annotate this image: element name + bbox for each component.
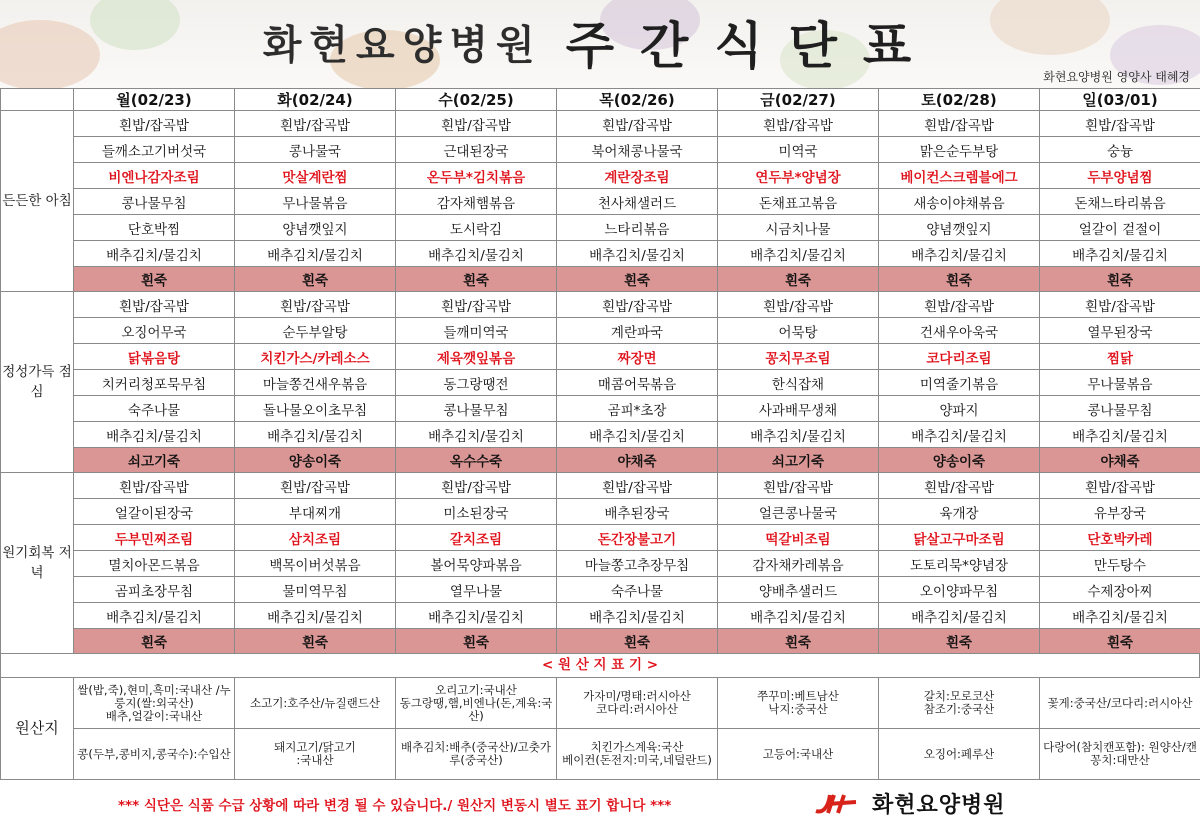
origin-cell: 오리고기:국내산 동그랑땡,햄,비엔나(돈,계육:국산) [396,678,557,729]
menu-row [1,422,1200,448]
menu-cell: 열무된장국 [1040,318,1200,344]
logo-name: 화현요양병원 [872,792,1006,818]
menu-cell: 흰밥/잡곡밥 [557,473,718,499]
menu-cell: 얼갈이된장국 [74,499,235,525]
hospital-name: 화현요양병원 [262,22,543,69]
menu-cell: 들깨미역국 [396,318,557,344]
origin-cell: 꽃게:중국산/코다리:러시아산 [1040,678,1200,729]
menu-row [1,370,1200,396]
menu-cell: 돌나물오이초무침 [235,396,396,422]
menu-cell: 배추된장국 [557,499,718,525]
menu-row [1,473,1200,499]
origin-cell: 쌀(밥,죽),현미,흑미:국내산 /누룽지(쌀:외국산) 배추,얼갈이:국내산 [74,678,235,729]
menu-cell: 근대된장국 [396,137,557,163]
origin-cell: 고등어:국내산 [718,729,879,780]
menu-cell: 배추김치/물김치 [235,241,396,267]
menu-cell: 흰밥/잡곡밥 [557,292,718,318]
menu-cell: 계란장조림 [557,163,718,189]
menu-cell: 두부양념찜 [1040,163,1200,189]
menu-cell: 단호박찜 [74,215,235,241]
menu-cell: 흰밥/잡곡밥 [718,292,879,318]
menu-cell: 배추김치/물김치 [557,603,718,629]
menu-cell: 숙주나물 [74,396,235,422]
menu-cell: 흰밥/잡곡밥 [74,473,235,499]
porridge-cell: 쇠고기죽 [74,448,235,473]
menu-cell: 배추김치/물김치 [235,603,396,629]
menu-cell: 배추김치/물김치 [879,603,1040,629]
menu-cell: 무나물볶음 [1040,370,1200,396]
origin-cell: 소고기:호주산/뉴질랜드산 [235,678,396,729]
menu-cell: 미역국 [718,137,879,163]
menu-cell: 곰피*초장 [557,396,718,422]
porridge-cell: 흰죽 [396,629,557,654]
menu-cell: 코다리조림 [879,344,1040,370]
menu-cell: 미역줄기볶음 [879,370,1040,396]
porridge-cell: 흰죽 [235,267,396,292]
menu-cell: 치킨가스/카레소스 [235,344,396,370]
menu-row [1,189,1200,215]
meal-label: 원기회복 저녁 [1,473,74,654]
origin-cell: 가자미/명태:러시아산 코다리:러시아산 [557,678,718,729]
origin-cell: 돼지고기/닭고기 :국내산 [235,729,396,780]
menu-cell: 배추김치/물김치 [396,241,557,267]
menu-cell: 배추김치/물김치 [1040,241,1200,267]
porridge-cell: 쇠고기죽 [718,448,879,473]
menu-cell: 닭볶음탕 [74,344,235,370]
menu-cell: 배추김치/물김치 [1040,603,1200,629]
menu-cell: 계란파국 [557,318,718,344]
meal-label: 든든한 아침 [1,111,74,292]
menu-cell: 흰밥/잡곡밥 [396,111,557,137]
origin-cell: 쭈꾸미:베트남산 낙지:중국산 [718,678,879,729]
menu-cell: 흰밥/잡곡밥 [1040,111,1200,137]
menu-row [1,603,1200,629]
menu-cell: 오이양파무침 [879,577,1040,603]
menu-cell: 양념깻잎지 [879,215,1040,241]
porridge-cell: 흰죽 [74,629,235,654]
disclaimer-text: *** 식단은 식품 수급 상황에 따라 변경 될 수 있습니다./ 원산지 변동시 별도 표기 합니다 *** [118,798,672,814]
menu-cell: 양념깻잎지 [235,215,396,241]
porridge-cell: 흰죽 [1040,267,1200,292]
porridge-row [1,629,1200,654]
menu-cell: 배추김치/물김치 [1040,422,1200,448]
menu-row [1,344,1200,370]
origin-cell: 콩(두부,콩비지,콩국수):수입산 [74,729,235,780]
menu-cell: 양배추샐러드 [718,577,879,603]
menu-row [1,318,1200,344]
menu-cell: 콩나물무침 [74,189,235,215]
porridge-row [1,448,1200,473]
menu-cell: 흰밥/잡곡밥 [557,111,718,137]
porridge-cell: 야채죽 [557,448,718,473]
corner-cell [1,89,74,111]
dietitian-credit: 화현요양병원 영양사 태혜경 [1043,70,1190,84]
page-title [0,6,1200,75]
menu-cell: 흰밥/잡곡밥 [396,473,557,499]
menu-cell: 동그랑땡전 [396,370,557,396]
menu-cell: 제육깻잎볶음 [396,344,557,370]
porridge-cell: 양송이죽 [235,448,396,473]
header-banner [0,0,1200,88]
footer [0,788,1200,822]
menu-row [1,215,1200,241]
origin-cell: 갈치:모로코산 참조기:중국산 [879,678,1040,729]
menu-cell: 돈간장불고기 [557,525,718,551]
menu-cell: 흰밥/잡곡밥 [879,292,1040,318]
porridge-cell: 흰죽 [1040,629,1200,654]
menu-cell: 베이컨스크렘블에그 [879,163,1040,189]
porridge-row [1,267,1200,292]
menu-cell: 돈채느타리볶음 [1040,189,1200,215]
origin-table [0,677,1200,780]
menu-cell: 온두부*김치볶음 [396,163,557,189]
origin-cell: 배추김치:배추(중국산)/고춧가루(중국산) [396,729,557,780]
menu-cell: 곰피초장무침 [74,577,235,603]
menu-cell: 배추김치/물김치 [718,241,879,267]
porridge-cell: 흰죽 [557,629,718,654]
porridge-cell: 흰죽 [74,267,235,292]
menu-cell: 들깨소고기버섯국 [74,137,235,163]
menu-cell: 느타리볶음 [557,215,718,241]
origin-cell: 다랑어(참치캔포함): 원양산/캔꽁치:대만산 [1040,729,1200,780]
origin-notice: < 원 산 지 표 기 > [0,653,1200,677]
menu-cell: 양파지 [879,396,1040,422]
menu-row [1,241,1200,267]
menu-cell: 배추김치/물김치 [396,603,557,629]
menu-cell: 무나물볶음 [235,189,396,215]
menu-cell: 얼갈이 겉절이 [1040,215,1200,241]
menu-cell: 만두탕수 [1040,551,1200,577]
menu-cell: 배추김치/물김치 [74,241,235,267]
menu-cell: 배추김치/물김치 [718,603,879,629]
menu-cell: 흰밥/잡곡밥 [396,292,557,318]
hospital-logo [812,788,1006,818]
menu-cell: 흰밥/잡곡밥 [74,111,235,137]
menu-cell: 갈치조림 [396,525,557,551]
menu-cell: 콩나물무침 [396,396,557,422]
menu-cell: 흰밥/잡곡밥 [718,473,879,499]
menu-cell: 부대찌개 [235,499,396,525]
menu-cell: 연두부*양념장 [718,163,879,189]
porridge-cell: 흰죽 [235,629,396,654]
meal-label: 정성가득 점심 [1,292,74,473]
menu-cell: 마늘쫑고추장무침 [557,551,718,577]
menu-cell: 물미역무침 [235,577,396,603]
menu-cell: 오징어무국 [74,318,235,344]
menu-cell: 흰밥/잡곡밥 [235,292,396,318]
porridge-cell: 흰죽 [557,267,718,292]
day-header: 일(03/01) [1040,89,1200,111]
menu-row [1,396,1200,422]
menu-body [1,111,1200,654]
menu-row [1,137,1200,163]
origin-cell: 오징어:페루산 [879,729,1040,780]
menu-cell: 배추김치/물김치 [879,422,1040,448]
menu-cell: 건새우아욱국 [879,318,1040,344]
origin-row [1,678,1200,729]
menu-cell: 멸치아몬드볶음 [74,551,235,577]
porridge-cell: 야채죽 [1040,448,1200,473]
origin-label: 원산지 [1,678,74,780]
menu-cell: 단호박카레 [1040,525,1200,551]
menu-cell: 흰밥/잡곡밥 [235,473,396,499]
menu-cell: 맛살계란찜 [235,163,396,189]
porridge-cell: 흰죽 [879,267,1040,292]
day-header: 토(02/28) [879,89,1040,111]
day-header: 수(02/25) [396,89,557,111]
menu-cell: 콩나물국 [235,137,396,163]
menu-cell: 천사채샐러드 [557,189,718,215]
menu-cell: 볼어묵양파볶음 [396,551,557,577]
menu-cell: 삼치조림 [235,525,396,551]
menu-cell: 감자채카레볶음 [718,551,879,577]
menu-cell: 어묵탕 [718,318,879,344]
menu-cell: 짜장면 [557,344,718,370]
origin-body [1,678,1200,780]
menu-row [1,292,1200,318]
origin-cell: 치킨가스계육:국산 베이컨(돈전지:미국,네덜란드) [557,729,718,780]
menu-cell: 북어채콩나물국 [557,137,718,163]
day-header: 목(02/26) [557,89,718,111]
menu-title: 주간식단표 [565,17,938,75]
menu-cell: 시금치나물 [718,215,879,241]
menu-row [1,111,1200,137]
menu-cell: 흰밥/잡곡밥 [879,473,1040,499]
menu-cell: 맑은순두부탕 [879,137,1040,163]
menu-cell: 비엔나감자조림 [74,163,235,189]
porridge-cell: 흰죽 [718,267,879,292]
menu-cell: 사과배무생채 [718,396,879,422]
menu-cell: 흰밥/잡곡밥 [1040,473,1200,499]
porridge-cell: 흰죽 [718,629,879,654]
menu-cell: 배추김치/물김치 [74,422,235,448]
menu-cell: 배추김치/물김치 [557,241,718,267]
weekly-menu-table [0,88,1200,654]
day-header-row [1,89,1200,111]
menu-cell: 흰밥/잡곡밥 [1040,292,1200,318]
menu-cell: 마늘쫑건새우볶음 [235,370,396,396]
menu-row [1,525,1200,551]
menu-cell: 얼큰콩나물국 [718,499,879,525]
menu-row [1,551,1200,577]
menu-cell: 열무나물 [396,577,557,603]
menu-cell: 떡갈비조림 [718,525,879,551]
menu-cell: 도시락김 [396,215,557,241]
menu-cell: 배추김치/물김치 [557,422,718,448]
menu-cell: 두부민찌조림 [74,525,235,551]
menu-row [1,499,1200,525]
menu-cell: 수제장아찌 [1040,577,1200,603]
menu-cell: 육개장 [879,499,1040,525]
menu-cell: 배추김치/물김치 [718,422,879,448]
origin-row [1,729,1200,780]
menu-cell: 꽁치무조림 [718,344,879,370]
menu-cell: 미소된장국 [396,499,557,525]
porridge-cell: 흰죽 [396,267,557,292]
menu-cell: 흰밥/잡곡밥 [235,111,396,137]
menu-cell: 숙주나물 [557,577,718,603]
menu-cell: 한식잡채 [718,370,879,396]
menu-cell: 찜닭 [1040,344,1200,370]
logo-mark-icon [812,791,864,815]
menu-row [1,577,1200,603]
menu-row [1,163,1200,189]
menu-cell: 유부장국 [1040,499,1200,525]
menu-cell: 배추김치/물김치 [235,422,396,448]
day-header: 월(02/23) [74,89,235,111]
menu-cell: 배추김치/물김치 [74,603,235,629]
menu-cell: 흰밥/잡곡밥 [718,111,879,137]
menu-cell: 치커리청포묵무침 [74,370,235,396]
menu-cell: 돈채표고볶음 [718,189,879,215]
day-header: 화(02/24) [235,89,396,111]
menu-cell: 새송이야채볶음 [879,189,1040,215]
menu-cell: 감자채햄볶음 [396,189,557,215]
menu-cell: 닭살고구마조림 [879,525,1040,551]
day-header: 금(02/27) [718,89,879,111]
porridge-cell: 옥수수죽 [396,448,557,473]
porridge-cell: 양송이죽 [879,448,1040,473]
menu-cell: 매콤어묵볶음 [557,370,718,396]
menu-cell: 흰밥/잡곡밥 [74,292,235,318]
menu-cell: 순두부알탕 [235,318,396,344]
menu-cell: 배추김치/물김치 [879,241,1040,267]
menu-cell: 도토리묵*양념장 [879,551,1040,577]
menu-cell: 숭늉 [1040,137,1200,163]
menu-cell: 백목이버섯볶음 [235,551,396,577]
menu-cell: 콩나물무침 [1040,396,1200,422]
menu-cell: 배추김치/물김치 [396,422,557,448]
menu-cell: 흰밥/잡곡밥 [879,111,1040,137]
porridge-cell: 흰죽 [879,629,1040,654]
